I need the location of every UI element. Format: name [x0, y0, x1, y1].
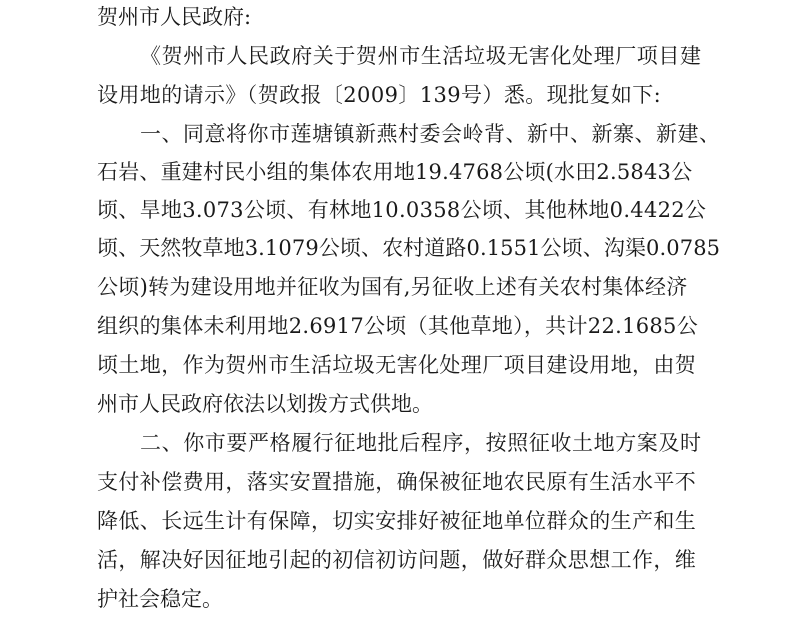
body-line-2: 设用地的请示》（贺政报〔2009〕139号）悉。现批复如下: — [97, 83, 662, 107]
body-line-6: 顷、天然牧草地3.1079公顷、农村道路0.1551公顷、沟渠0.0785 — [97, 236, 721, 260]
body-line-11: 二、你市要严格履行征地批后程序，按照征收土地方案及时 — [140, 431, 702, 455]
body-line-9: 顷土地，作为贺州市生活垃圾无害化处理厂项目建设用地，由贺 — [97, 353, 697, 377]
body-line-14: 活，解决好因征地引起的初信初访问题，做好群众思想工作，维 — [97, 548, 697, 572]
body-line-8: 组织的集体未利用地2.6917公顷（其他草地），共计22.1685公 — [97, 314, 699, 338]
body-line-12: 支付补偿费用，落实安置措施，确保被征地农民原有生活水平不 — [97, 470, 697, 494]
body-line-7: 公顷)转为建设用地并征收为国有,另征收上述有关农村集体经济 — [97, 275, 688, 299]
body-line-15: 护社会稳定。 — [97, 587, 223, 611]
body-line-10: 州市人民政府依法以划拨方式供地。 — [97, 392, 433, 416]
body-line-13: 降低、长远生计有保障，切实安排好被征地单位群众的生产和生 — [97, 509, 697, 533]
addressee-line: 贺州市人民政府: — [97, 5, 252, 29]
body-line-4: 石岩、重建村民小组的集体农用地19.4768公顷(水田2.5843公 — [97, 160, 693, 184]
body-line-5: 顷、旱地3.073公顷、有林地10.0358公顷、其他林地0.4422公 — [97, 198, 707, 222]
body-line-1: 《贺州市人民政府关于贺州市生活垃圾无害化处理厂项目建 — [140, 44, 702, 68]
body-line-3: 一、同意将你市莲塘镇新燕村委会岭背、新中、新寨、新建、 — [140, 122, 721, 146]
